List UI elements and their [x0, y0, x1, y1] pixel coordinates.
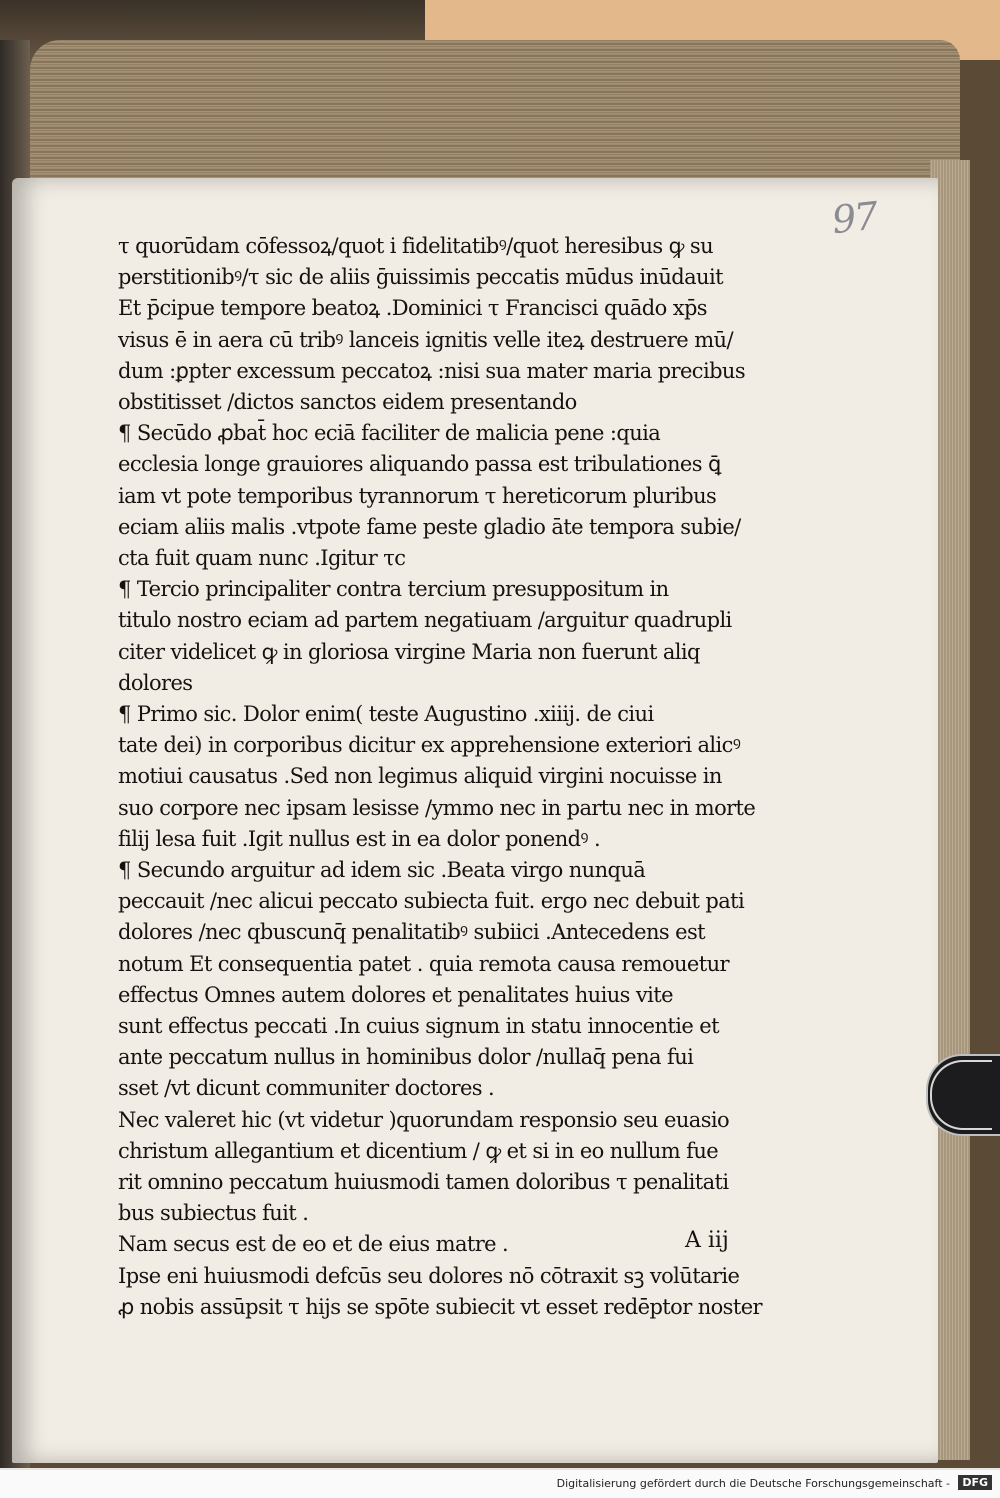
footer-bar [0, 1470, 1000, 1498]
text-line: tate dei) in corporibus dicitur ex apprehensione exteriori alicꝰ [118, 733, 741, 758]
text-line: notum Et consequentia patet . quia remota causa remouetur [118, 951, 729, 976]
text-line: Nam secus est de eo et de eius matre . [118, 1232, 509, 1257]
text-line: dolores /nec qbuscunq̄ penalitatibꝰ subiici .Antecedens est [118, 920, 705, 945]
text-line: cta fuit quam nunc .Igitur τc [118, 546, 406, 570]
text-line: ¶ Secundo arguitur ad idem sic .Beata virgo nunquā [118, 858, 646, 882]
dfg-logo: DFG [958, 1475, 992, 1490]
text-line: Nec valeret hic (vt videtur )quorundam responsio seu euasio [118, 1107, 730, 1132]
text-line: ¶ Primo sic. Dolor enim( teste Augustino .xiiij. de ciui [118, 702, 654, 726]
page-edges-top [30, 40, 960, 200]
text-line: dum :ꝑpter excessum peccatoꝝ :nisi sua mater maria precibus [118, 358, 746, 383]
text-line: rit omnino peccatum huiusmodi tamen doloribus τ penalitati [118, 1170, 729, 1194]
text-line: τ quorūdam cōfessoꝝ/quot i fidelitatibꝰ/quot heresibus ꝙ su [118, 234, 714, 258]
text-line: Et p̄cipue tempore beatoꝝ .Dominici τ Francisci quādo xp̄s [118, 296, 707, 321]
text-line: ¶ Secūdo ꝓbat̄ hoc eciā faciliter de malicia pene :quia [118, 421, 661, 446]
folio-number: 97 [829, 193, 879, 243]
signature-mark: A iij [685, 1228, 729, 1253]
text-line: ecclesia longe grauiores aliquando passa est tribulationes ꝗ̄ [118, 452, 721, 477]
text-line: bus subiectus fuit . [118, 1201, 309, 1226]
text-line: dolores [118, 670, 193, 695]
text-line: eciam aliis malis .vtpote fame peste gladio āte tempora subie/ [118, 514, 741, 539]
text-line: titulo nostro eciam ad partem negatiuam /arguitur quadrupli [118, 608, 732, 633]
page-tab-inner [930, 1060, 992, 1130]
text-line: obstitisset /dictos sanctos eidem presentando [118, 390, 577, 414]
text-line: filij lesa fuit .Igit nullus est in ea dolor ponendꝰ . [118, 826, 601, 851]
text-line: motiui causatus .Sed non legimus aliquid virgini nocuisse in [118, 764, 722, 789]
text-line: ante peccatum nullus in hominibus dolor /nullaq̄ pena fui [118, 1045, 694, 1070]
text-line: citer videlicet ꝙ in gloriosa virgine Maria non fuerunt aliq [118, 639, 700, 664]
text-line: visus ē in aera cū tribꝰ lanceis ignitis velle iteꝝ destruere mū/ [118, 327, 733, 352]
text-line: peccauit /nec alicui peccato subiecta fuit. ergo nec debuit pati [118, 889, 745, 914]
text-line: effectus Omnes autem dolores et penalitates huius vite [118, 982, 673, 1007]
text-line: suo corpore nec ipsam lesisse /ymmo nec in partu nec in morte [118, 795, 756, 820]
text-line: iam vt pote temporibus tyrannorum τ hereticorum pluribus [118, 483, 717, 508]
text-line: christum allegantium et dicentium / ꝙ et si in eo nullum fue [118, 1138, 719, 1163]
text-line: Ipse eni huiusmodi defcūs seu dolores nō cōtraxit sꝫ volūtarie [118, 1263, 740, 1288]
text-line: sset /vt dicunt communiter doctores . [118, 1076, 495, 1101]
text-line: sunt effectus peccati .In cuius signum in statu innocentie et [118, 1014, 719, 1038]
text-line: ꝓ nobis assūpsit τ hijs se spōte subiecit vt esset redēptor noster [118, 1294, 762, 1319]
text-line: perstitionibꝰ/τ sic de aliis ḡuissimis peccatis mūdus inūdauit [118, 265, 723, 290]
text-line: ¶ Tercio principaliter contra tercium presuppositum in [118, 577, 669, 602]
funding-credit: Digitalisierung gefördert durch die Deutsche Forschungsgemeinschaft - [556, 1477, 950, 1490]
